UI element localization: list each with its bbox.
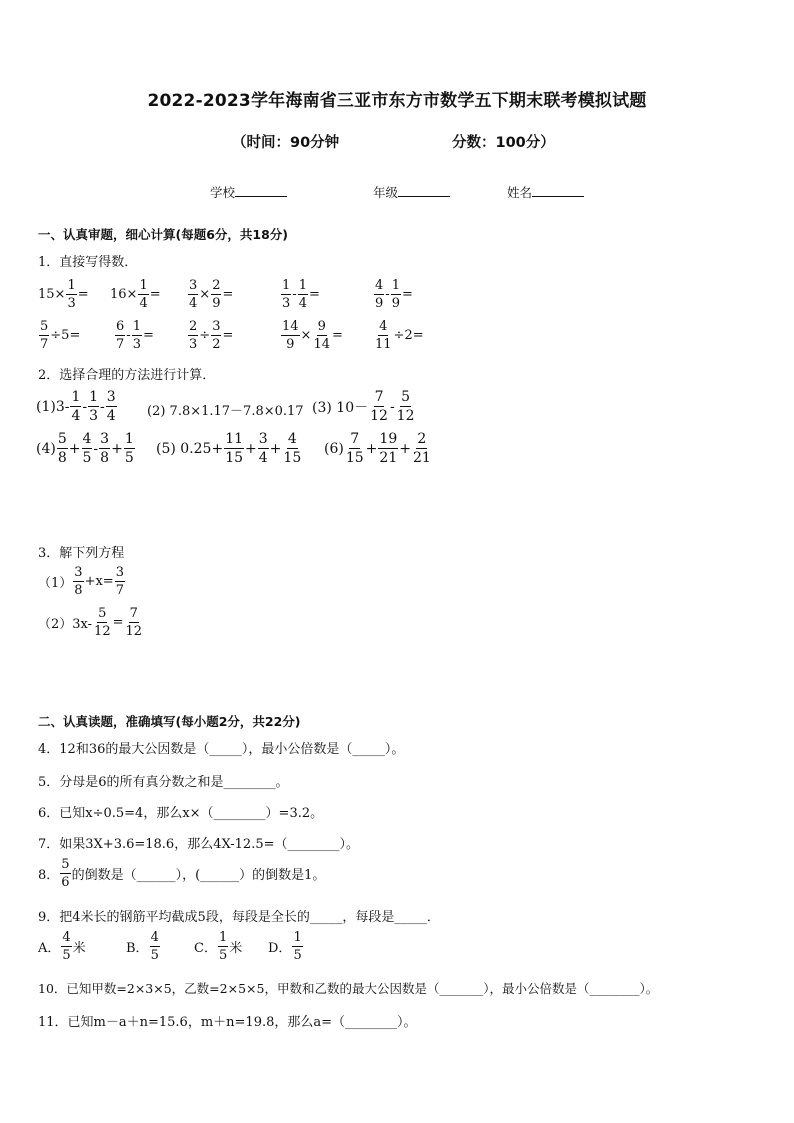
q4: 4．12和36的最大公因数是（_____），最小公倍数是（_____）。 <box>38 742 405 757</box>
section2-heading: 二、认真读题，准确填写(每小题2分，共22分) <box>38 714 301 729</box>
fraction: $\frac{4}{5}$ <box>82 431 92 466</box>
q1-item-2: 16× $\frac{1}{4}$ = <box>110 278 161 311</box>
fraction: $\frac{5}{12}$ <box>94 606 111 639</box>
fraction: $\frac{9}{14}$ <box>313 319 330 352</box>
name-field <box>507 183 584 201</box>
fraction: $\frac{1}{3}$ <box>282 278 291 311</box>
fraction: $\frac{3}{8}$ <box>100 431 110 466</box>
school-blank[interactable] <box>235 183 287 197</box>
fraction: $\frac{4}{5}$ <box>62 930 71 963</box>
fraction: $\frac{4}{9}$ <box>375 278 384 311</box>
q1-item-4: $\frac{1}{3}$ - $\frac{1}{4}$ = <box>282 278 320 311</box>
q10: 10．已知甲数=2×3×5，乙数=2×5×5，甲数和乙数的最大公因数是（_______），最小公倍数是（________）。 <box>38 981 659 996</box>
q2-part-2: (2) 7.8×1.17－7.8×0.17 <box>147 404 304 419</box>
fraction: $\frac{4}{11}$ <box>375 319 392 352</box>
fraction: $\frac{5}{7}$ <box>40 319 49 352</box>
fraction: $\frac{3}{8}$ <box>74 565 83 598</box>
q5: 5．分母是6的所有真分数之和是________。 <box>38 775 289 790</box>
school-field <box>210 183 287 201</box>
exam-time: （时间：90分钟 <box>232 135 340 151</box>
q2-part-1: (1)3- $\frac{1}{4}$ - $\frac{1}{3}$ - $\frac{3}{4}$ <box>36 389 116 424</box>
q6: 6．已知x÷0.5=4，那么x×（________）=3.2。 <box>38 806 324 821</box>
fraction: $\frac{1}{4}$ <box>71 389 81 424</box>
q9-option-d[interactable]: D． $\frac{1}{5}$ <box>268 930 302 963</box>
fraction: $\frac{3}{4}$ <box>189 278 198 311</box>
fraction: $\frac{1}{3}$ <box>89 389 99 424</box>
q2-part-4: (4) $\frac{5}{8}$ + $\frac{4}{5}$ - $\frac{3}{8}$ + $\frac{1}{5}$ <box>36 431 134 466</box>
q2-label: 2．选择合理的方法进行计算． <box>38 368 216 383</box>
q1-item-1-post: = <box>77 287 89 302</box>
fraction: $\frac{6}{7}$ <box>116 319 125 352</box>
q2-part-5: (5) 0.25+ $\frac{11}{15}$ + $\frac{3}{4}$ + $\frac{4}{15}$ <box>156 431 302 466</box>
fraction: $\frac{1}{3}$ <box>132 319 141 352</box>
q9-option-c[interactable]: C． $\frac{1}{5}$ 米 <box>194 930 243 963</box>
q7: 7．如果3X+3.6=18.6，那么4X-12.5=（________）。 <box>38 837 359 852</box>
fraction: $\frac{3}{7}$ <box>115 565 124 598</box>
fraction: $\frac{5}{8}$ <box>57 431 67 466</box>
q11: 11．已知m－a＋n=15.6，m＋n=19.8，那么a=（________）。 <box>38 1015 417 1030</box>
fraction: $\frac{7}{15}$ <box>345 431 364 466</box>
fraction: $\frac{5}{6}$ <box>61 857 70 890</box>
fraction: $\frac{1}{4}$ <box>139 278 148 311</box>
fraction: $\frac{5}{12}$ <box>396 389 415 424</box>
fraction: $\frac{7}{12}$ <box>125 606 143 639</box>
fraction: $\frac{2}{3}$ <box>189 319 198 352</box>
q9-option-a[interactable]: A． $\frac{4}{5}$ 米 <box>38 930 86 963</box>
fraction: $\frac{1}{3}$ <box>67 278 76 311</box>
fraction: $\frac{2}{9}$ <box>212 278 221 311</box>
q9-option-b[interactable]: B． $\frac{4}{5}$ <box>126 930 159 963</box>
q1-item-5: $\frac{4}{9}$ - $\frac{1}{9}$ = <box>375 278 413 311</box>
name-label: 姓名 <box>507 185 533 200</box>
fraction: $\frac{2}{21}$ <box>412 431 431 466</box>
fraction: $\frac{11}{15}$ <box>225 431 244 466</box>
q1-item-10: $\frac{4}{11}$ ÷2= <box>375 319 424 352</box>
school-label: 学校 <box>210 185 236 200</box>
exam-score: 分数：100分） <box>452 135 555 151</box>
q2-part-6: (6) $\frac{7}{15}$ + $\frac{19}{21}$ + $\frac{2}{21}$ <box>324 431 431 466</box>
q1-label: 1．直接写得数． <box>38 255 138 270</box>
q3-label: 3．解下列方程 <box>38 546 125 561</box>
fraction: $\frac{14}{9}$ <box>282 319 299 352</box>
fraction: $\frac{3}{4}$ <box>106 389 116 424</box>
name-blank[interactable] <box>532 183 584 197</box>
q8: 8． $\frac{5}{6}$ 的倒数是（______），(______）的倒数是1。 <box>38 857 326 890</box>
q3-equation-2: （2）3x- $\frac{5}{12}$ = $\frac{7}{12}$ <box>38 606 143 639</box>
fraction: $\frac{4}{15}$ <box>283 431 302 466</box>
page-title: 2022-2023学年海南省三亚市东方市数学五下期末联考模拟试题 <box>147 91 647 111</box>
grade-blank[interactable] <box>398 183 450 197</box>
q1-item-3: $\frac{3}{4}$ × $\frac{2}{9}$ = <box>189 278 234 311</box>
fraction: $\frac{1}{4}$ <box>298 278 307 311</box>
q1-item-7: $\frac{6}{7}$ - $\frac{1}{3}$ = <box>116 319 154 352</box>
fraction: $\frac{4}{5}$ <box>150 930 159 963</box>
q1-item-6: $\frac{5}{7}$ ÷5= <box>40 319 81 352</box>
q2-part-3: (3) 10－ $\frac{7}{12}$ - $\frac{5}{12}$ <box>312 389 415 424</box>
q1-item-8: $\frac{2}{3}$ ÷ $\frac{3}{2}$ = <box>189 319 234 352</box>
fraction: $\frac{1}{5}$ <box>218 930 228 963</box>
q1-item-1-pre: 15× <box>38 287 66 302</box>
grade-field <box>373 183 450 201</box>
q1-item-9: $\frac{14}{9}$ × $\frac{9}{14}$ = <box>282 319 343 352</box>
fraction: $\frac{1}{5}$ <box>124 431 134 466</box>
fraction: $\frac{1}{9}$ <box>391 278 400 311</box>
fraction: $\frac{19}{21}$ <box>379 431 398 466</box>
fraction: $\frac{3}{4}$ <box>258 431 268 466</box>
q3-equation-1: （1） $\frac{3}{8}$ +x= $\frac{3}{7}$ <box>38 565 124 598</box>
fraction: $\frac{3}{2}$ <box>212 319 221 352</box>
grade-label: 年级 <box>373 185 399 200</box>
q1-item-1 <box>38 279 89 310</box>
q9: 9．把4米长的钢筋平均截成5段，每段是全长的_____，每段是_____． <box>38 910 440 925</box>
section1-heading: 一、认真审题，细心计算(每题6分，共18分) <box>38 227 289 242</box>
fraction: $\frac{1}{5}$ <box>293 930 302 963</box>
fraction: $\frac{7}{12}$ <box>370 389 388 424</box>
